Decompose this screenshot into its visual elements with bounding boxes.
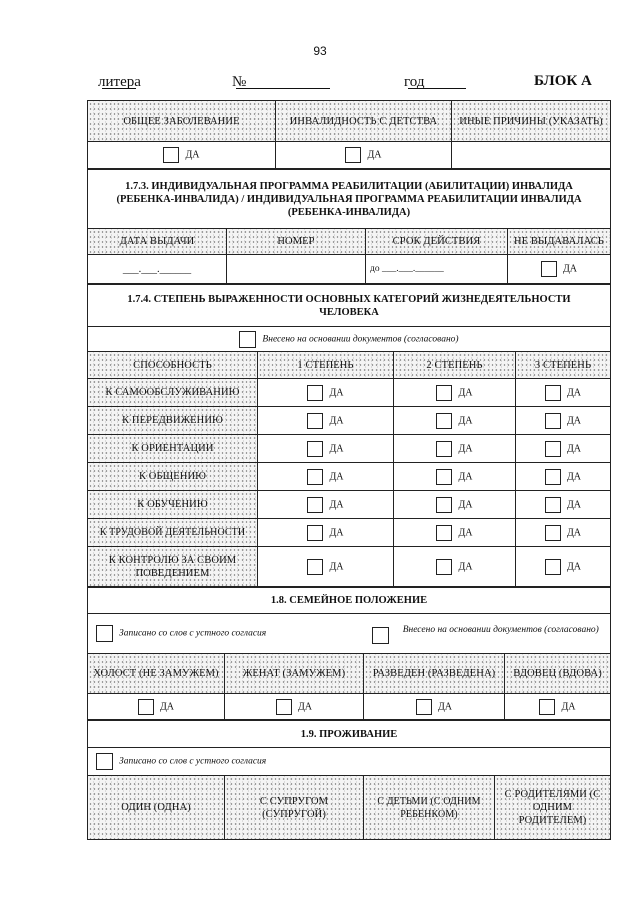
family-documents-checkbox[interactable] xyxy=(372,627,389,644)
header-issue-date: ДАТА ВЫДАЧИ xyxy=(88,229,227,255)
ability-work: К ТРУДОВОЙ ДЕЯТЕЛЬНОСТИ xyxy=(88,519,258,547)
communication-degree-3-checkbox[interactable] xyxy=(545,469,561,485)
work-degree-3-checkbox[interactable] xyxy=(545,525,561,541)
yes-label: ДА xyxy=(329,415,344,426)
litera-label: литера xyxy=(98,74,141,90)
degree-cell xyxy=(258,407,394,435)
yes-label: ДА xyxy=(458,387,473,398)
ability-self-care: К САМООБСЛУЖИВАНИЮ xyxy=(88,379,258,407)
ability-orientation: К ОРИЕНТАЦИИ xyxy=(88,435,258,463)
yes-label: ДА xyxy=(437,701,453,712)
degree-cell xyxy=(394,407,516,435)
degree-cell xyxy=(516,379,611,407)
yes-label: ДА xyxy=(566,561,582,572)
litera-field[interactable] xyxy=(102,74,136,89)
orientation-degree-1-checkbox[interactable] xyxy=(307,441,323,457)
married-cell xyxy=(225,694,364,720)
degree-cell xyxy=(258,491,394,519)
not-issued-cell xyxy=(508,255,611,284)
residence-table xyxy=(87,720,611,840)
general-disease-checkbox[interactable] xyxy=(163,147,179,163)
form-sheet xyxy=(87,100,610,840)
yes-label: ДА xyxy=(566,443,582,454)
severity-note-row xyxy=(88,327,611,352)
yes-label: ДА xyxy=(566,415,582,426)
yes-label: ДА xyxy=(566,499,582,510)
yes-label: ДА xyxy=(458,415,473,426)
severity-table xyxy=(87,284,611,587)
degree-cell xyxy=(394,435,516,463)
family-section-title: 1.8. СЕМЕЙНОЕ ПОЛОЖЕНИЕ xyxy=(88,588,611,614)
yes-label: ДА xyxy=(458,471,473,482)
degree-cell xyxy=(516,519,611,547)
family-verbal-checkbox[interactable] xyxy=(96,625,113,642)
yes-label: ДА xyxy=(329,499,344,510)
header-ability: СПОСОБНОСТЬ xyxy=(88,352,258,379)
other-reasons-field[interactable] xyxy=(452,142,611,169)
yes-label: ДА xyxy=(561,701,576,712)
page-number: 93 xyxy=(313,44,327,58)
divorced-cell xyxy=(364,694,505,720)
degree-cell xyxy=(516,463,611,491)
header-degree-3: 3 СТЕПЕНЬ xyxy=(516,352,611,379)
issue-date-field[interactable]: ___.___.______ xyxy=(88,255,227,284)
movement-degree-3-checkbox[interactable] xyxy=(545,413,561,429)
header-widowed: ВДОВЕЦ (ВДОВА) xyxy=(505,654,611,694)
degree-cell xyxy=(258,379,394,407)
degree-cell xyxy=(516,407,611,435)
yes-label: ДА xyxy=(458,561,473,572)
header-other-reasons: ИНЫЕ ПРИЧИНЫ (УКАЗАТЬ) xyxy=(452,101,611,142)
behavior-degree-3-checkbox[interactable] xyxy=(545,559,561,575)
header-degree-1: 1 СТЕПЕНЬ xyxy=(258,352,394,379)
ability-learning: К ОБУЧЕНИЮ xyxy=(88,491,258,519)
degree-cell xyxy=(258,547,394,587)
ability-behavior-control: К КОНТРОЛЮ ЗА СВОИМ ПОВЕДЕНИЕМ xyxy=(88,547,258,587)
married-checkbox[interactable] xyxy=(276,699,292,715)
header-degree-2: 2 СТЕПЕНЬ xyxy=(394,352,516,379)
yes-label: ДА xyxy=(329,471,344,482)
header-general-disease: ОБЩЕЕ ЗАБОЛЕВАНИЕ xyxy=(88,101,276,142)
learning-degree-2-checkbox[interactable] xyxy=(436,497,452,513)
header-number: НОМЕР xyxy=(227,229,366,255)
movement-degree-1-checkbox[interactable] xyxy=(307,413,323,429)
movement-degree-2-checkbox[interactable] xyxy=(436,413,452,429)
documents-based-checkbox[interactable] xyxy=(239,331,256,348)
yes-label: ДА xyxy=(458,499,473,510)
degree-cell xyxy=(516,435,611,463)
header-validity: СРОК ДЕЙСТВИЯ xyxy=(366,229,508,255)
degree-cell xyxy=(394,519,516,547)
year-field[interactable] xyxy=(408,74,466,89)
childhood-disability-checkbox[interactable] xyxy=(345,147,361,163)
number-field[interactable] xyxy=(236,74,330,89)
behavior-degree-1-checkbox[interactable] xyxy=(307,559,323,575)
residence-verbal-checkbox[interactable] xyxy=(96,753,113,770)
yes-label: ДА xyxy=(297,701,313,712)
yes-label: ДА xyxy=(367,149,382,161)
yes-label: ДА xyxy=(458,443,473,454)
self-care-degree-2-checkbox[interactable] xyxy=(436,385,452,401)
degree-cell xyxy=(258,463,394,491)
yes-label: ДА xyxy=(329,527,344,538)
header-with-parents: С РОДИТЕЛЯМИ (С ОДНИМ РОДИТЕЛЕМ) xyxy=(495,776,611,840)
ipra-section-title: 1.7.3. ИНДИВИДУАЛЬНАЯ ПРОГРАММА РЕАБИЛИТАЦИИ (АБИЛИТАЦИИ) ИНВАЛИДА (РЕБЕНКА-ИНВАЛИДА) / ИНДИВИДУАЛЬНАЯ ПРОГРАММА РЕАБИЛИТАЦИИ ИНВАЛИДА (РЕБЕНКА-ИНВАЛИДА) xyxy=(88,170,611,229)
year-label: год xyxy=(404,74,425,90)
orientation-degree-2-checkbox[interactable] xyxy=(436,441,452,457)
learning-degree-3-checkbox[interactable] xyxy=(545,497,561,513)
self-care-degree-1-checkbox[interactable] xyxy=(307,385,323,401)
ability-movement: К ПЕРЕДВИЖЕНИЮ xyxy=(88,407,258,435)
number-label: № xyxy=(232,74,247,90)
block-label: БЛОК А xyxy=(534,73,592,89)
degree-cell xyxy=(258,519,394,547)
ipra-table xyxy=(87,169,611,284)
header-alone: ОДИН (ОДНА) xyxy=(88,776,225,840)
degree-cell xyxy=(516,547,611,587)
ability-communication: К ОБЩЕНИЮ xyxy=(88,463,258,491)
orientation-degree-3-checkbox[interactable] xyxy=(545,441,561,457)
residence-note-row xyxy=(88,748,611,776)
family-verbal-note-cell xyxy=(88,614,364,654)
family-documents-note-cell xyxy=(364,614,611,654)
until-prefix: до xyxy=(370,263,380,274)
header-single: ХОЛОСТ (НЕ ЗАМУЖЕМ) xyxy=(88,654,225,694)
learning-degree-1-checkbox[interactable] xyxy=(307,497,323,513)
degree-cell xyxy=(258,435,394,463)
yes-label: ДА xyxy=(566,387,582,398)
degree-cell xyxy=(394,547,516,587)
disability-reason-table xyxy=(87,100,611,169)
childhood-disability-cell xyxy=(276,142,452,169)
degree-cell xyxy=(516,491,611,519)
degree-cell xyxy=(394,491,516,519)
yes-label: ДА xyxy=(329,387,344,398)
header-childhood-disability: ИНВАЛИДНОСТЬ С ДЕТСТВА xyxy=(276,101,452,142)
yes-label: ДА xyxy=(185,149,200,161)
residence-verbal-note: Записано со слов с устного согласия xyxy=(119,756,267,767)
yes-label: ДА xyxy=(329,443,344,454)
family-verbal-note: Записано со слов с устного согласия xyxy=(119,628,267,639)
work-degree-1-checkbox[interactable] xyxy=(307,525,323,541)
validity-field[interactable] xyxy=(366,255,508,284)
behavior-degree-2-checkbox[interactable] xyxy=(436,559,452,575)
communication-degree-2-checkbox[interactable] xyxy=(436,469,452,485)
yes-label: ДА xyxy=(566,527,582,538)
divorced-checkbox[interactable] xyxy=(416,699,432,715)
header-divorced: РАЗВЕДЕН (РАЗВЕДЕНА) xyxy=(364,654,505,694)
yes-label: ДА xyxy=(566,471,582,482)
header-with-children: С ДЕТЬМИ (С ОДНИМ РЕБЕНКОМ) xyxy=(364,776,495,840)
header-with-spouse: С СУПРУГОМ (СУПРУГОЙ) xyxy=(225,776,364,840)
not-issued-checkbox[interactable] xyxy=(541,261,557,277)
single-checkbox[interactable] xyxy=(138,699,154,715)
communication-degree-1-checkbox[interactable] xyxy=(307,469,323,485)
header-married: ЖЕНАТ (ЗАМУЖЕМ) xyxy=(225,654,364,694)
yes-label: ДА xyxy=(329,561,344,572)
yes-label: ДА xyxy=(458,527,473,538)
form-header xyxy=(98,72,598,94)
widowed-checkbox[interactable] xyxy=(539,699,555,715)
header-not-issued: НЕ ВЫДАВАЛАСЬ xyxy=(508,229,611,255)
family-table xyxy=(87,587,611,720)
documents-based-note: Внесено на основании документов (согласовано) xyxy=(262,334,459,345)
family-documents-note: Внесено на основании документов (согласовано) xyxy=(402,624,599,635)
single-cell xyxy=(88,694,225,720)
yes-label: ДА xyxy=(562,263,578,275)
widowed-cell xyxy=(505,694,611,720)
degree-cell xyxy=(394,463,516,491)
self-care-degree-3-checkbox[interactable] xyxy=(545,385,561,401)
work-degree-2-checkbox[interactable] xyxy=(436,525,452,541)
residence-section-title: 1.9. ПРОЖИВАНИЕ xyxy=(88,721,611,748)
general-disease-cell xyxy=(88,142,276,169)
degree-cell xyxy=(394,379,516,407)
severity-section-title: 1.7.4. СТЕПЕНЬ ВЫРАЖЕННОСТИ ОСНОВНЫХ КАТЕГОРИЙ ЖИЗНЕДЕЯТЕЛЬНОСТИ ЧЕЛОВЕКА xyxy=(88,285,611,327)
ipra-number-field[interactable] xyxy=(227,255,366,284)
validity-date-line: ___.___.______ xyxy=(381,263,444,274)
yes-label: ДА xyxy=(159,701,175,712)
